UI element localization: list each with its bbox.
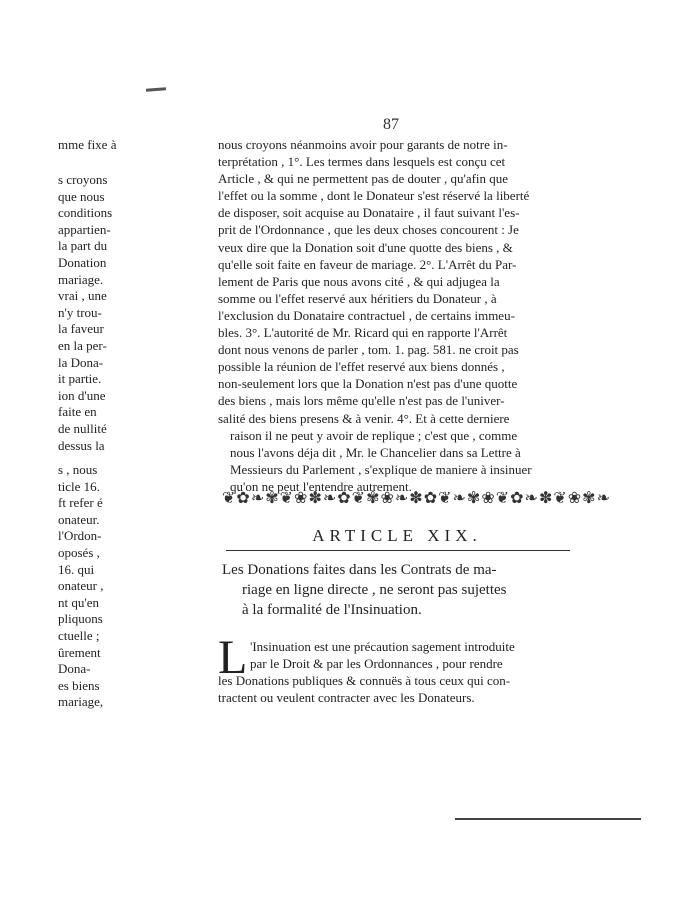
text-line: Article , & qui ne permettent pas de douter , qu'afin que bbox=[218, 171, 509, 187]
margin-line: que nous bbox=[58, 188, 105, 204]
drop-cap-letter: L bbox=[218, 631, 248, 684]
margin-line: conditions bbox=[58, 205, 113, 221]
heading-rule bbox=[226, 550, 570, 551]
text-line: qu'on ne peut l'entendre autrement. bbox=[230, 478, 412, 494]
margin-line: Donation bbox=[58, 254, 107, 270]
summary-line: à la formalité de l'Insinuation. bbox=[242, 602, 422, 618]
margin-line: es biens bbox=[58, 677, 100, 693]
text-line: Messieurs du Parlement , s'explique de maniere à insinuer bbox=[230, 461, 532, 477]
text-line: des biens , mais lors même qu'elle n'est pas de l'univer- bbox=[218, 393, 505, 409]
margin-line: ion d'une bbox=[58, 387, 106, 403]
previous-page-margin-top bbox=[58, 137, 138, 154]
text-line: de disposer, soit acquise au Donataire , il faut suivant l'es- bbox=[218, 205, 520, 221]
ink-mark bbox=[146, 87, 166, 91]
text-line: 'Insinuation est une précaution sagement introduite bbox=[250, 639, 515, 654]
text-line: terprétation , 1°. Les termes dans lesquels est conçu cet bbox=[218, 154, 506, 170]
margin-line: pliquons bbox=[58, 611, 103, 627]
text-line: les Donations publiques & connuës à tous ceux qui con- bbox=[218, 673, 511, 689]
margin-line: s croyons bbox=[58, 172, 108, 187]
margin-line: onateur. bbox=[58, 511, 100, 527]
margin-line: 16. qui bbox=[58, 561, 95, 577]
text-line: bles. 3°. L'autorité de Mr. Ricard qui en rapporte l'Arrêt bbox=[218, 325, 508, 341]
margin-line: en la per- bbox=[58, 337, 107, 353]
margin-line: appartien- bbox=[58, 221, 111, 237]
margin-line: ctuelle ; bbox=[58, 627, 100, 643]
decorative-border-ornament: ❦✿❧✾❦❀✽❧✿❦✾❀❧✽✿❦❧✾❀❦✿❧✽❦❀✾❧ bbox=[222, 490, 611, 507]
text-line: nous croyons néanmoins avoir pour garants de notre in- bbox=[218, 137, 508, 152]
text-line: lement de Paris que nous avons cité , & qui adjugea la bbox=[218, 273, 500, 289]
summary-line: Les Donations faites dans les Contrats de ma- bbox=[222, 562, 497, 578]
margin-line: ft refer é bbox=[58, 495, 103, 511]
margin-line: oposés , bbox=[58, 544, 100, 560]
margin-line: it partie. bbox=[58, 371, 102, 387]
bottom-rule bbox=[455, 818, 641, 820]
text-line: tractent ou veulent contracter avec les Donateurs. bbox=[218, 690, 475, 706]
margin-line: l'Ordon- bbox=[58, 528, 102, 544]
text-line: salité des biens presens & à venir. 4°. Et à cette derniere bbox=[218, 410, 510, 426]
page-number: 87 bbox=[383, 116, 399, 133]
text-line: raison il ne peut y avoir de replique ; c'est que , comme bbox=[230, 427, 518, 443]
margin-line: la faveur bbox=[58, 321, 104, 337]
margin-line: n'y trou- bbox=[58, 304, 102, 320]
text-line: par le Droit & par les Ordonnances , pour rendre bbox=[250, 656, 503, 672]
main-paragraph bbox=[218, 136, 578, 495]
margin-line: la Dona- bbox=[58, 354, 104, 370]
margin-line: nt qu'en bbox=[58, 594, 99, 610]
text-line: nous l'avons déja dit , Mr. le Chancelier dans sa Lettre à bbox=[230, 444, 521, 460]
margin-line: ûrement bbox=[58, 644, 101, 660]
text-line: qu'elle soit faite en faveur de mariage. 2°. L'Arrêt du Par- bbox=[218, 256, 517, 272]
article-summary bbox=[222, 560, 582, 620]
margin-line: mariage. bbox=[58, 271, 104, 287]
text-line: l'exclusion du Donataire contractuel , de certains immeu- bbox=[218, 307, 515, 323]
text-line: dont nous venons de parler , tom. 1. pag. 581. ne croit pas bbox=[218, 342, 519, 358]
margin-line: s , nous bbox=[58, 462, 98, 477]
margin-line: de nullité bbox=[58, 420, 107, 436]
margin-line: la part du bbox=[58, 238, 108, 254]
text-line: l'effet ou la somme , dont le Donateur s'est réservé la liberté bbox=[218, 188, 530, 204]
margin-line: dessus la bbox=[58, 437, 105, 453]
margin-line: ticle 16. bbox=[58, 478, 100, 494]
previous-page-margin-middle bbox=[58, 172, 138, 454]
text-line: somme ou l'effet reservé aux héritiers du Donateur , à bbox=[218, 290, 497, 306]
text-line: prit de l'Ordonnance , que les deux choses concourent : Je bbox=[218, 222, 519, 238]
margin-line: onateur , bbox=[58, 578, 104, 594]
margin-line: vrai , une bbox=[58, 288, 107, 304]
text-line: possible la réunion de l'effet reservé aux biens donnés , bbox=[218, 359, 505, 375]
margin-line: mariage, bbox=[58, 694, 104, 710]
article-heading: ARTICLE XIX. bbox=[312, 526, 482, 545]
margin-line: Dona- bbox=[58, 661, 91, 677]
margin-line: faite en bbox=[58, 404, 97, 420]
previous-page-margin-lower bbox=[58, 462, 138, 711]
text-line: non-seulement lors que la Donation n'est pas d'une quotte bbox=[218, 376, 518, 392]
text-line: veux dire que la Donation soit d'une quotte des biens , & bbox=[218, 239, 513, 255]
second-paragraph bbox=[218, 638, 578, 706]
margin-line: mme fixe à bbox=[58, 137, 117, 152]
summary-line: riage en ligne directe , ne seront pas sujettes bbox=[242, 582, 507, 598]
